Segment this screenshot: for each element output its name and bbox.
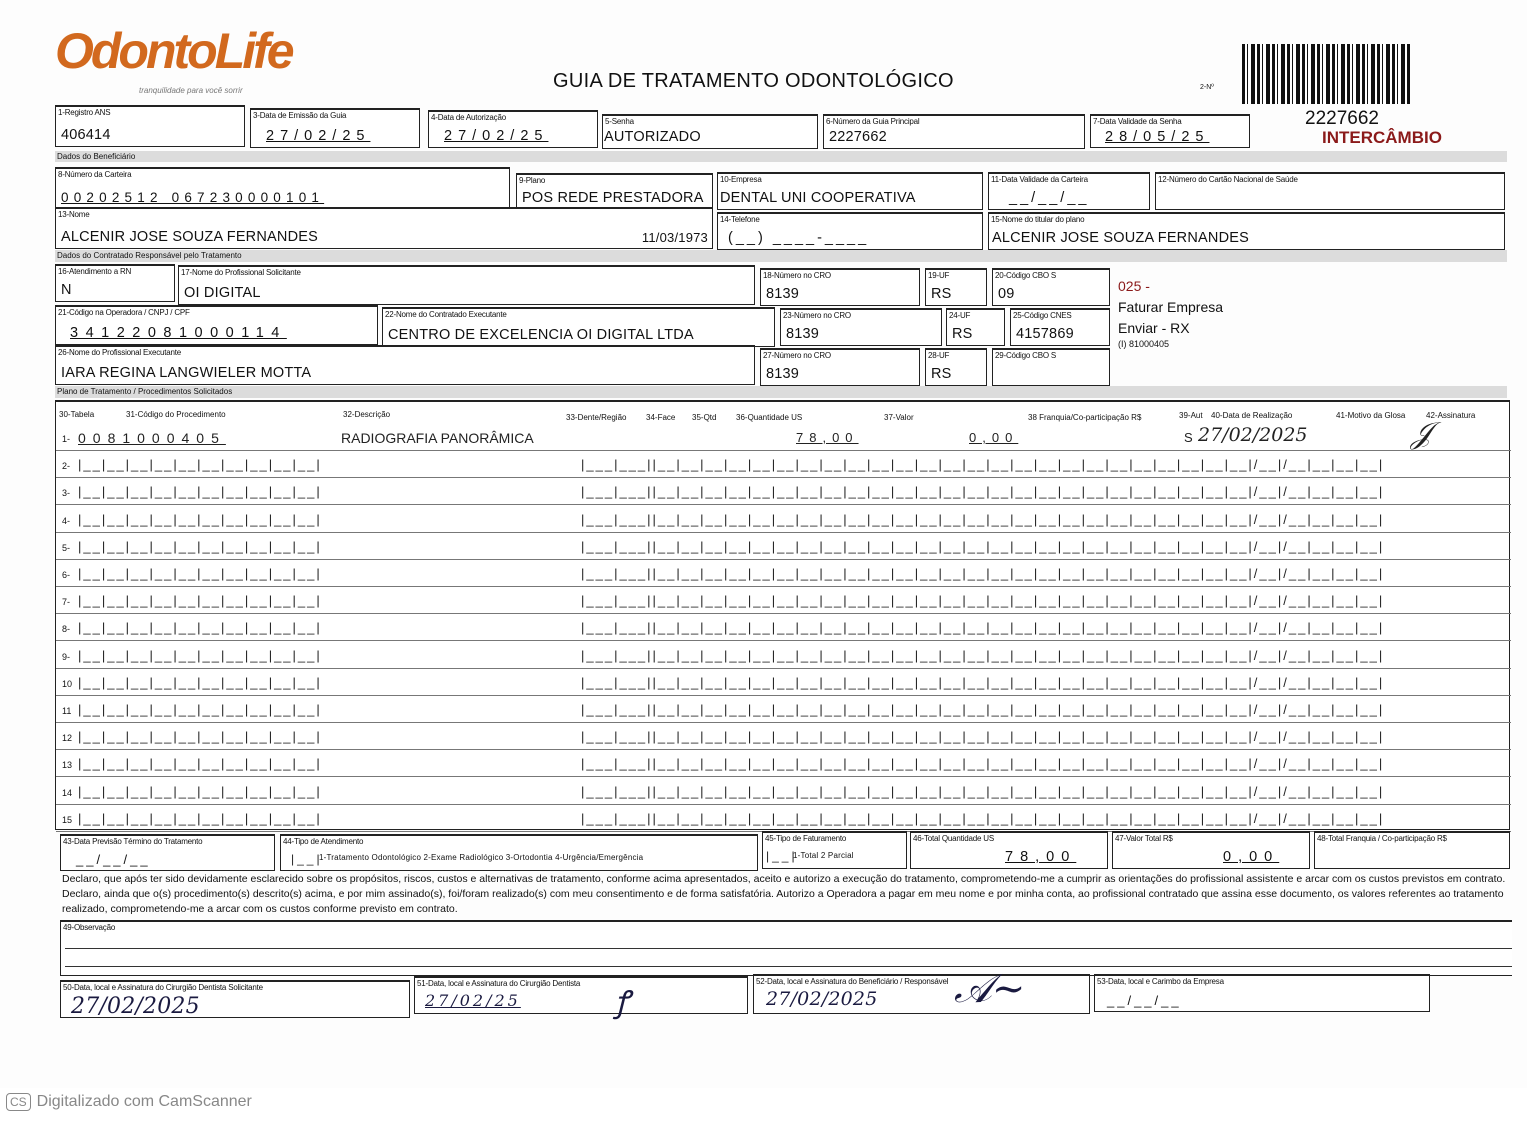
field-company (717, 172, 983, 210)
value: __/__/__ (1009, 190, 1090, 206)
row-number: 13 (62, 760, 73, 771)
label: 16-Atendimento a RN (58, 267, 132, 276)
label: 49-Observação (63, 923, 116, 932)
section-treatment-plan (55, 386, 1507, 398)
row-boxes: |___|___||__|__|__|__|__|__|__|__|__|__|__|__|__|__|__|__|__|__|__|__|__|__|__|__|__|/__|/__|__|__|__| (581, 566, 1385, 581)
row-boxes: |___|___||__|__|__|__|__|__|__|__|__|__|__|__|__|__|__|__|__|__|__|__|__|__|__|__|__|/__|/__|__|__|__| (581, 729, 1385, 745)
header-description: 32-Descrição (343, 410, 391, 419)
field-cbos (992, 268, 1110, 306)
field-card-validity (988, 172, 1150, 210)
value: CENTRO DE EXCELENCIA OI DIGITAL LTDA (388, 327, 694, 343)
field-end-date (60, 834, 275, 871)
field-ans-registry (55, 105, 245, 147)
value: RS (952, 326, 973, 342)
value: 1-Total 2 Parcial (793, 851, 854, 860)
value: 8139 (786, 326, 820, 342)
signature-mark: 𝒜~ (954, 966, 1026, 1012)
row-boxes: |___|___||__|__|__|__|__|__|__|__|__|__|__|__|__|__|__|__|__|__|__|__|__|__|__|__|__|/__|/__|__|__|__| (581, 647, 1385, 663)
row-number: 6- (62, 570, 71, 580)
header-date: 40-Data de Realização (1211, 411, 1293, 420)
table-row (56, 587, 1511, 614)
procedures-table (55, 400, 1510, 830)
row-number: 11 (62, 706, 72, 716)
label: 12-Número do Cartão Nacional de Saúde (1158, 175, 1298, 184)
form-number-label: 2-Nº (1200, 84, 1214, 91)
realization-date: 27/02/2025 (1198, 424, 1308, 446)
label: 53-Data, local e Carimbo da Empresa (1097, 977, 1224, 986)
header-signature: 42-Assinatura (1426, 411, 1476, 420)
table-row (56, 560, 1511, 587)
logo-text: OdontoLife (55, 23, 292, 79)
value: 0,00 (1223, 849, 1280, 865)
value: 28/05/25 (1105, 129, 1210, 145)
header-qty-us: 36-Quantidade US (736, 413, 803, 422)
logo-tagline: tranquilidade para você sorrir (139, 86, 243, 95)
label: 4-Data de Autorização (431, 113, 506, 122)
guide-number: 2227662 (1305, 108, 1379, 129)
label: 18-Número no CRO (763, 271, 831, 280)
camscanner-badge: CS (6, 1093, 31, 1111)
value: IARA REGINA LANGWIELER MOTTA (61, 365, 312, 381)
label: 25-Código CNES (1013, 311, 1072, 320)
label: 28-UF (928, 351, 950, 360)
row-number: 2- (62, 461, 71, 472)
value: (__) ____-____ (728, 230, 870, 246)
field-requesting-dentist-signature (60, 980, 410, 1018)
value: 27/02/25 (266, 128, 371, 144)
logo (55, 22, 292, 95)
barcode (1242, 44, 1410, 104)
label: 13-Nome (58, 210, 90, 219)
value: N (61, 282, 72, 298)
field-authorization-date (428, 110, 598, 148)
section-title: Plano de Tratamento / Procedimentos Solicitados (57, 387, 233, 396)
value: ALCENIR JOSE SOUZA FERNANDES (992, 230, 1249, 246)
label: 26-Nome do Profissional Executante (58, 348, 182, 357)
value: DENTAL UNI COOPERATIVA (720, 190, 916, 206)
code-boxes: |__|__|__|__|__|__|__|__|__|__| (78, 810, 322, 826)
value: 8139 (766, 286, 800, 302)
code-boxes: |__|__|__|__|__|__|__|__|__|__| (78, 566, 322, 581)
value: OI DIGITAL (184, 285, 261, 301)
field-cbos-professional (992, 348, 1110, 386)
row-number: 7- (62, 597, 71, 608)
field-issue-date (250, 108, 420, 148)
row-boxes: |___|___||__|__|__|__|__|__|__|__|__|__|__|__|__|__|__|__|__|__|__|__|__|__|__|__|__|/__|/__|__|__|__| (581, 484, 1385, 500)
label: 20-Código CBO S (995, 271, 1057, 280)
label: 1-Registro ANS (58, 108, 111, 117)
value: __/__/__ (1107, 993, 1182, 1008)
table-row (56, 696, 1511, 723)
header-table: 30-Tabela (59, 410, 95, 419)
table-row (56, 750, 1511, 777)
label: 51-Data, local e Assinatura do Cirurgião Dentista (417, 979, 581, 988)
field-attendance-type (280, 834, 758, 871)
label: 45-Tipo de Faturamento (765, 834, 847, 843)
value: 34122081000114 (70, 325, 287, 341)
field-requesting-professional (178, 265, 755, 305)
field-uf (925, 268, 987, 306)
field-total-copay (1314, 831, 1510, 869)
value: 27/02/2025 (766, 988, 878, 1010)
value: RS (931, 366, 952, 382)
field-rn-attendance (55, 264, 175, 302)
code-boxes: |__|__|__|__|__|__|__|__|__|__| (78, 593, 322, 609)
section-contractor (55, 250, 1507, 262)
label: 22-Nome do Contratado Executante (385, 310, 507, 319)
row-boxes: |___|___||__|__|__|__|__|__|__|__|__|__|__|__|__|__|__|__|__|__|__|__|__|__|__|__|__|/__|/__|__|__|__| (581, 674, 1385, 690)
table-row (56, 805, 1511, 832)
row-number: 8- (62, 624, 71, 635)
header-tooth: 33-Dente/Região (566, 413, 627, 422)
note-line: (I) 81000405 (1118, 339, 1170, 349)
table-row (56, 642, 1511, 669)
value: 27/02/2025 (71, 994, 200, 1019)
value: 78,00 (1005, 849, 1077, 865)
note-line: Enviar - RX (1118, 320, 1190, 336)
value: 1-Tratamento Odontológico 2-Exame Radiológico 3-Ortodontia 4-Urgência/Emergência (319, 853, 644, 862)
section-beneficiary (55, 151, 1507, 162)
row-boxes: |___|___||__|__|__|__|__|__|__|__|__|__|__|__|__|__|__|__|__|__|__|__|__|__|__|__|__|/__|/__|__|__|__| (581, 593, 1385, 609)
field-plan (516, 173, 713, 210)
row-number: 9- (62, 651, 71, 662)
code-boxes: |__|__|__|__|__|__|__|__|__|__| (78, 538, 322, 554)
field-cro-number-executor (780, 308, 942, 346)
header-gloss-reason: 41-Motivo da Glosa (1336, 411, 1406, 420)
field-executing-contractor (382, 307, 775, 347)
value: RS (931, 286, 952, 302)
note-line: 025 - (1118, 278, 1150, 294)
label: 5-Senha (605, 117, 634, 126)
table-row (56, 478, 1511, 505)
camscanner-text: Digitalizado com CamScanner (36, 1093, 252, 1110)
field-password (602, 114, 818, 149)
value: 4157869 (1016, 326, 1074, 342)
table-row (56, 533, 1511, 560)
label: 44-Tipo de Atendimento (283, 837, 364, 846)
field-cro-number-professional (760, 348, 920, 386)
label: 9-Plano (519, 176, 546, 185)
value: 406414 (61, 127, 111, 143)
row-boxes: |___|___||__|__|__|__|__|__|__|__|__|__|__|__|__|__|__|__|__|__|__|__|__|__|__|__|__|/__|/__|__|__|__| (581, 783, 1385, 799)
field-plan-holder (988, 212, 1505, 250)
declaration-text: Declaro, que após ter sido devidamente esclarecido sobre os propósitos, riscos, custos e alternativas de tratamento, conforme acima apresentados, aceito e autorizo a execução do tratamento, comprometendo-me a cumprir as orientações do profissional assistente e arcar com os custos previstos em contrato. Declaro, ainda que o(s) procedimento(s) descrito(s) acima, e por mim assinado(s), foi/foram realizado(s) com meu consentimento e de forma satisfatória. Autorizo a Operadora a pagar em meu nome e por minha conta, ao profissional contratado que assina esse documento, os valores referentes ao tratamento realizado, comprometendo-me a arcar com os custos conforme previsto em contrato. (62, 873, 1506, 915)
checkbox[interactable]: |__| (291, 852, 323, 866)
divider (65, 948, 1512, 949)
row-boxes: |___|___||__|__|__|__|__|__|__|__|__|__|__|__|__|__|__|__|__|__|__|__|__|__|__|__|__|/__|/__|__|__|__| (581, 810, 1385, 826)
value: AUTORIZADO (604, 129, 701, 145)
row-number: 12 (62, 733, 73, 744)
code-boxes: |__|__|__|__|__|__|__|__|__|__| (78, 511, 322, 527)
handwritten-notes (1118, 276, 1223, 349)
field-name (55, 207, 713, 249)
divider (65, 966, 1512, 967)
row-boxes: |___|___||__|__|__|__|__|__|__|__|__|__|__|__|__|__|__|__|__|__|__|__|__|__|__|__|__|/__|/__|__|__|__| (581, 538, 1385, 554)
code-boxes: |__|__|__|__|__|__|__|__|__|__| (78, 674, 322, 690)
field-national-health-card (1155, 172, 1505, 210)
label: 15-Nome do titular do plano (991, 215, 1085, 224)
table-row (56, 614, 1511, 641)
field-card-number (55, 167, 510, 209)
birth-date: 11/03/1973 (641, 230, 708, 245)
signature-mark: ꝭ (615, 985, 630, 1020)
code-boxes: |__|__|__|__|__|__|__|__|__|__| (78, 729, 322, 745)
section-title: Dados do Contratado Responsável pelo Tratamento (57, 251, 242, 260)
field-operator-code (55, 305, 378, 345)
code-boxes: |__|__|__|__|__|__|__|__|__|__| (78, 457, 322, 473)
label: 14-Telefone (720, 215, 760, 224)
note-line: Faturar Empresa (1118, 299, 1224, 315)
label: 8-Número da Carteira (58, 170, 132, 179)
field-main-guide-number (823, 114, 1085, 149)
field-total-value (1112, 831, 1310, 869)
label: 7-Data Validade da Senha (1093, 117, 1182, 126)
label: 27-Número no CRO (763, 351, 831, 360)
label: 43-Data Previsão Término do Tratamento (63, 837, 203, 846)
label: 6-Número da Guia Principal (826, 117, 920, 126)
row-number: 15 (62, 814, 73, 825)
row-number: 4- (62, 515, 71, 526)
header-aut: 39-Aut (1179, 411, 1203, 420)
value: 0,00 (969, 430, 1019, 445)
header-code: 31-Código do Procedimento (126, 410, 226, 419)
row-boxes: |___|___||__|__|__|__|__|__|__|__|__|__|__|__|__|__|__|__|__|__|__|__|__|__|__|__|__|/__|/__|__|__|__| (581, 702, 1385, 717)
label: 21-Código na Operadora / CNPJ / CPF (58, 308, 190, 317)
table-row (56, 723, 1511, 750)
code-boxes: |__|__|__|__|__|__|__|__|__|__| (78, 783, 322, 799)
field-observation[interactable] (60, 920, 1512, 976)
label: 29-Código CBO S (995, 351, 1057, 360)
value: 27/02/25 (444, 128, 549, 144)
page-title: GUIA DE TRATAMENTO ODONTOLÓGICO (553, 70, 954, 92)
field-password-validity (1090, 114, 1250, 148)
row-boxes: |___|___||__|__|__|__|__|__|__|__|__|__|__|__|__|__|__|__|__|__|__|__|__|__|__|__|__|/__|/__|__|__|__| (581, 756, 1385, 772)
label: 52-Data, local e Assinatura do Beneficiário / Responsável (756, 977, 949, 986)
row-number: 14 (62, 787, 73, 798)
header-qty: 35-Qtd (692, 413, 717, 422)
header-copay: 38 Franquia/Co-participação R$ (1028, 413, 1142, 422)
field-executing-professional (55, 345, 755, 385)
checkbox[interactable]: |__| (766, 849, 798, 863)
quantity-us: 78,00 (796, 430, 859, 445)
row-boxes: |___|___||__|__|__|__|__|__|__|__|__|__|__|__|__|__|__|__|__|__|__|__|__|__|__|__|__|/__|/__|__|__|__| (581, 457, 1385, 473)
table-row (56, 506, 1511, 533)
row-signature: 𝒥 (1411, 416, 1434, 451)
label: 47-Valor Total R$ (1115, 834, 1173, 843)
procedure-code: 0081000405 (78, 430, 226, 446)
label: 19-UF (928, 271, 950, 280)
value: POS REDE PRESTADORA (522, 190, 704, 206)
procedure-description: RADIOGRAFIA PANORÂMICA (341, 430, 534, 446)
table-row (56, 778, 1511, 805)
label: 24-UF (949, 311, 971, 320)
value: 8139 (766, 366, 800, 382)
label: 10-Empresa (720, 175, 762, 184)
table-row (56, 451, 1511, 478)
section-title: Dados do Beneficiário (57, 152, 136, 161)
value: 00202512 067230000101 (61, 190, 325, 205)
row-number: 10 (62, 678, 73, 689)
value: 27/02/25 (425, 991, 521, 1010)
value: __/__/__ (76, 852, 151, 867)
value: ALCENIR JOSE SOUZA FERNANDES (61, 229, 318, 245)
label: 3-Data de Emissão da Guia (253, 111, 347, 120)
field-phone (717, 212, 983, 250)
code-boxes: |__|__|__|__|__|__|__|__|__|__| (78, 620, 322, 636)
row-number: 1- (62, 434, 71, 444)
value: 09 (998, 286, 1015, 302)
header-value: 37-Valor (884, 413, 914, 422)
field-company-stamp (1094, 974, 1430, 1012)
label: 11-Data Validade da Carteira (991, 175, 1088, 184)
camscanner-footer (6, 1093, 252, 1111)
code-boxes: |__|__|__|__|__|__|__|__|__|__| (78, 702, 322, 717)
field-dentist-signature (414, 976, 748, 1020)
header-face: 34-Face (646, 413, 676, 422)
label: 48-Total Franquia / Co-participação R$ (1317, 834, 1447, 843)
row-boxes: |___|___||__|__|__|__|__|__|__|__|__|__|__|__|__|__|__|__|__|__|__|__|__|__|__|__|__|/__|/__|__|__|__| (581, 511, 1385, 527)
row-number: 5- (62, 542, 71, 553)
label: 23-Número no CRO (783, 311, 851, 320)
code-boxes: |__|__|__|__|__|__|__|__|__|__| (78, 647, 322, 663)
label: 46-Total Quantidade US (913, 834, 994, 843)
field-total-us (910, 831, 1108, 869)
authorization: S (1184, 430, 1195, 445)
code-boxes: |__|__|__|__|__|__|__|__|__|__| (78, 484, 322, 500)
row-boxes: |___|___||__|__|__|__|__|__|__|__|__|__|__|__|__|__|__|__|__|__|__|__|__|__|__|__|__|/__|/__|__|__|__| (581, 620, 1385, 636)
field-uf-professional (925, 348, 987, 386)
row-number: 3- (62, 488, 71, 499)
field-uf-executor (946, 308, 1005, 346)
field-cnes (1010, 308, 1110, 346)
intercambio-stamp: INTERCÂMBIO (1322, 128, 1442, 147)
label: 50-Data, local e Assinatura do Cirurgião Dentista Solicitante (63, 983, 263, 992)
code-boxes: |__|__|__|__|__|__|__|__|__|__| (78, 756, 322, 772)
field-billing-type (762, 831, 907, 869)
field-beneficiary-signature (753, 966, 1090, 1014)
table-row (56, 669, 1511, 696)
value: 2227662 (829, 129, 887, 145)
field-cro-number (760, 268, 920, 306)
label: 17-Nome do Profissional Solicitante (181, 268, 301, 277)
